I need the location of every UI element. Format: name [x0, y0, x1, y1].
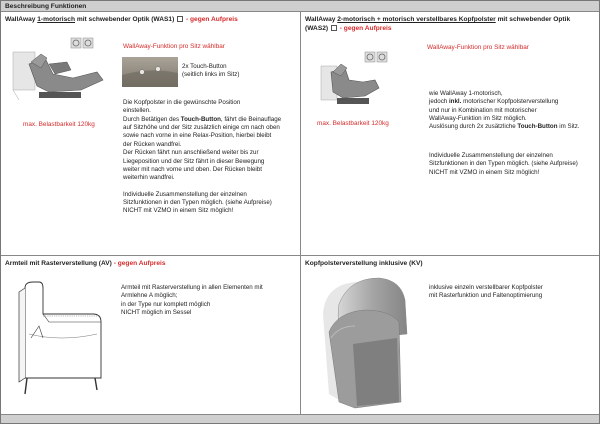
wallaway-2-title: WallAway 2-motorisch + motorisch verstellbares Kopfpolster mit schwebender Optik (WAS2) - gegen Aufpreis	[305, 16, 571, 32]
wallaway-1-description: Die Kopfpolster in die gewünschte Position einstellen. Durch Betätigen des Touch-Button, fährt die Beinauflage auf Sitzhöhe und der Sitz zusätzlich einige cm nach oben sowie nach vorne in eine Relax-Position, hierbei bleibt der Rücken wandfrei. Der Rücken fährt nun anschließend weiter bis zur Liegeposition und der Sitz fährt in dieser Bewegung weiter mit nach vorne und oben. Der Rücken bleibt weiterhin wandfrei. Individuelle Zusammenstellung der einzelnen Sitzfunktionen in den Typen möglich. (siehe Aufpreise) NICHT mit VZMO in einem Sitz möglich!	[123, 99, 282, 215]
armrest-adjustment-section	[1, 256, 301, 415]
wallaway-1-function-note: WallAway-Funktion pro Sitz wählbar	[123, 43, 225, 50]
touch-button-photo	[122, 57, 178, 87]
page-footer-bar	[1, 414, 599, 423]
page-header	[1, 1, 599, 12]
touch-button-caption: 2x Touch-Button (seitlich links im Sitz)	[182, 63, 240, 79]
wallaway-1-max-load: max. Belastbarkeit 120kg	[23, 121, 95, 128]
wallaway-1-title: WallAway 1-motorisch mit schwebender Optik (WAS1) - gegen Aufpreis	[5, 16, 238, 23]
armrest-title: Armteil mit Rasterverstellung (AV) - gegen Aufpreis	[5, 260, 166, 267]
header-title: Beschreibung Funktionen	[5, 3, 87, 10]
headrest-illustration	[309, 274, 419, 412]
armrest-illustration	[9, 278, 109, 410]
info-box-icon	[331, 25, 337, 31]
wallaway-1-section	[1, 12, 301, 256]
headrest-description: inklusive einzeln verstellbarer Kopfpolster mit Rasterfunktion und Faltenoptimierung	[429, 284, 543, 300]
recliner-illustration	[11, 34, 116, 114]
wallaway-2-description: wie WallAway 1-motorisch, jedoch inkl. motorischer Kopfpolsterverstellung und nur in Kombination mit motorischer WallAway-Funktion im Sitz möglich. Auslösung durch 2x zusätzliche Touch-Button im Sitz. Individuelle Zusammenstellung der einzelnen Sitzfunktionen in den Typen möglich. (siehe Aufpreise) NICHT mit VZMO in einem Sitz möglich!	[429, 90, 580, 176]
headrest-adjustment-section	[301, 256, 599, 415]
headrest-title: Kopfpolsterverstellung inklusive (KV)	[305, 260, 423, 267]
wallaway-2-section	[301, 12, 599, 256]
recliner-2-illustration	[319, 50, 409, 116]
armrest-description: Armteil mit Rasterverstellung in allen Elementen mit Armlehne A möglich; in der Type nur komplett möglich NICHT möglich im Sessel	[121, 284, 263, 317]
wallaway-2-function-note: WallAway-Funktion pro Sitz wählbar	[427, 44, 529, 51]
info-box-icon	[177, 16, 183, 22]
wallaway-2-max-load: max. Belastbarkeit 120kg	[317, 120, 389, 127]
